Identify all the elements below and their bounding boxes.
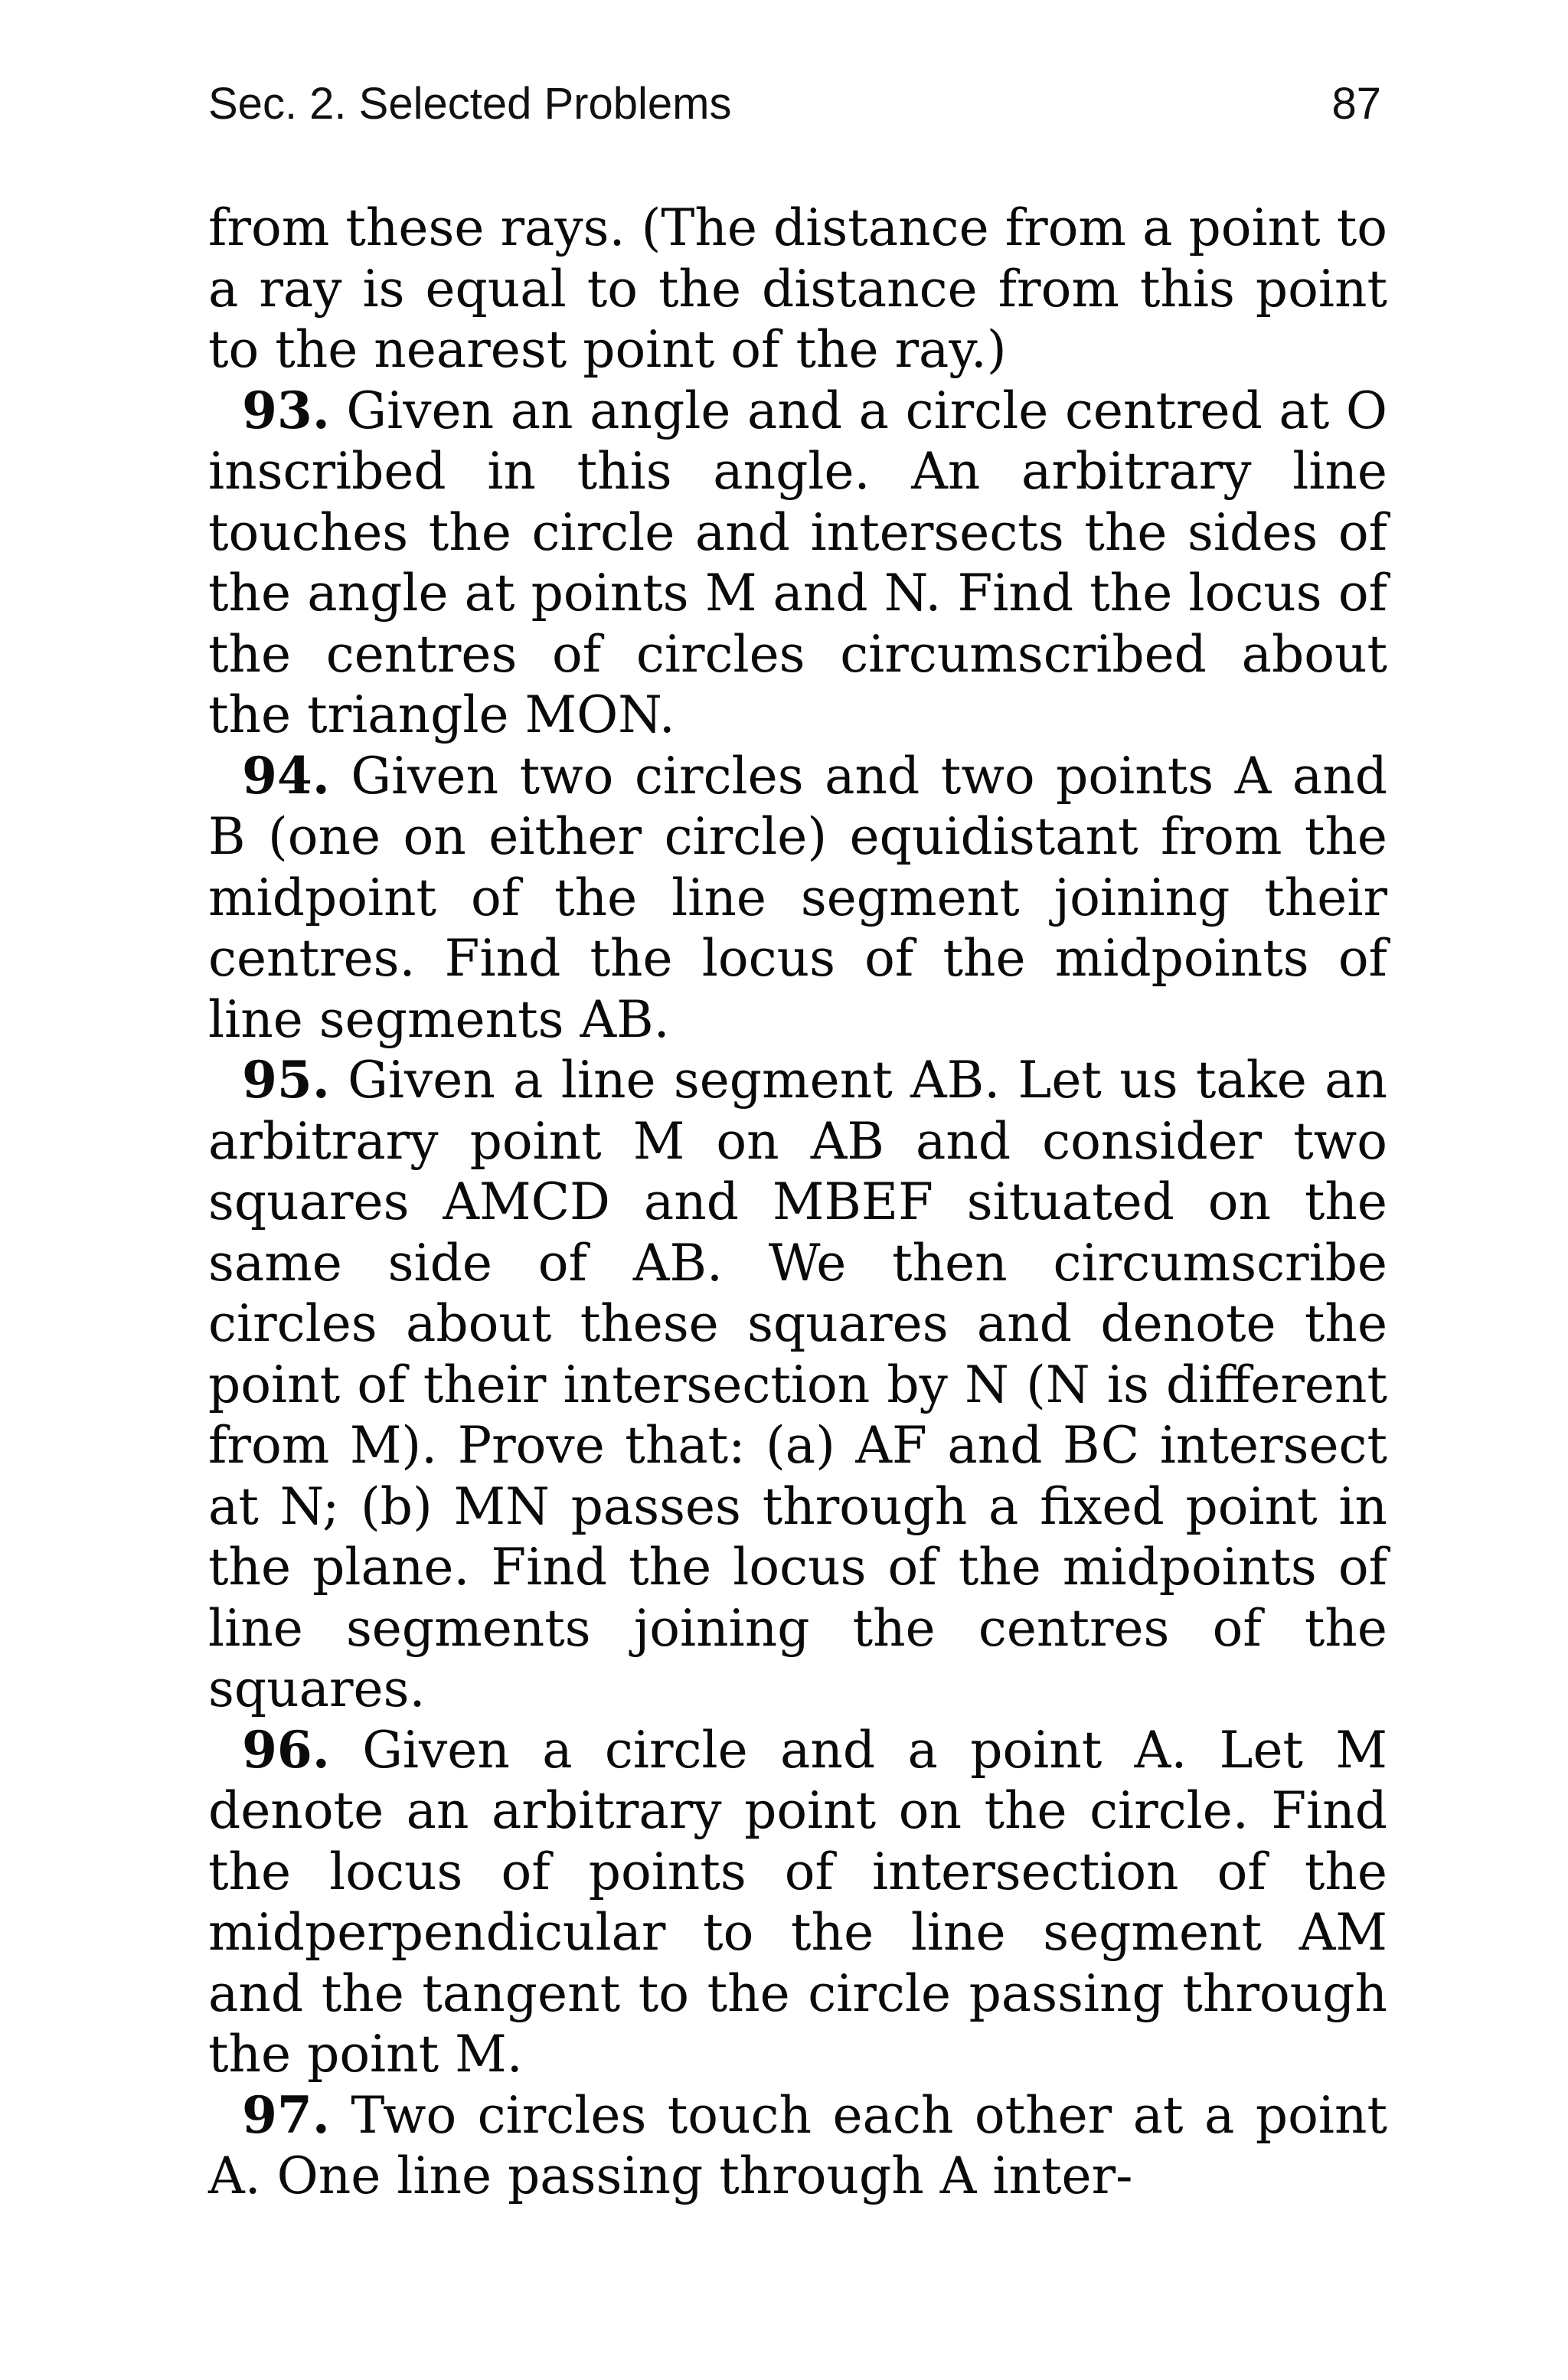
problem-text: Given an angle and a circle centred at O inscribed in this angle. An arbitrary line touches the circle and intersects the sides of the angle at points M and N. Find the locus of the centres of circles circumscribed about the triangle MON. — [208, 381, 1387, 744]
problem-number: 93. — [242, 380, 330, 440]
continuation-paragraph: from these rays. (The distance from a point to a ray is equal to the distance from this point to the nearest point of the ray.) — [208, 198, 1387, 379]
problem-number: 94. — [242, 745, 330, 806]
problem-94 — [208, 746, 1387, 1051]
problem-number: 96. — [242, 1719, 330, 1780]
problem-text: Given two circles and two points A and B (one on either circle) equidistant from the midpoint of the line segment joining their centres. Find the locus of the midpoints of line segments AB. — [208, 746, 1387, 1049]
problem-number: 95. — [242, 1050, 330, 1110]
running-head — [208, 74, 1387, 135]
page-number: 87 — [1331, 79, 1381, 129]
problem-93 — [208, 381, 1387, 746]
problem-97 — [208, 2085, 1387, 2207]
problem-text: Given a line segment AB. Let us take an arbitrary point M on AB and consider two squares AMCD and MBEF situated on the same side of AB. We then circumscribe circles about these squares and denote the point of their intersection by N (N is different from M). Prove that: (a) AF and BC intersect at N; (b) MN passes through a fixed point in the plane. Find the locus of the midpoints of line segments joining the centres of the squares. — [208, 1051, 1387, 1718]
problem-text: Two circles touch each other at a point A. One line passing through A inter- — [208, 2085, 1387, 2205]
section-title: Sec. 2. Selected Problems — [208, 79, 732, 129]
problem-number: 97. — [242, 2084, 330, 2145]
body-text — [208, 198, 1387, 2207]
problem-96 — [208, 1720, 1387, 2085]
problem-text: Given a circle and a point A. Let M denote an arbitrary point on the circle. Find the locus of points of intersection of the midperpendicular to the line segment AM and the tangent to the circle passing through the point M. — [208, 1720, 1387, 2084]
problem-95 — [208, 1050, 1387, 1720]
